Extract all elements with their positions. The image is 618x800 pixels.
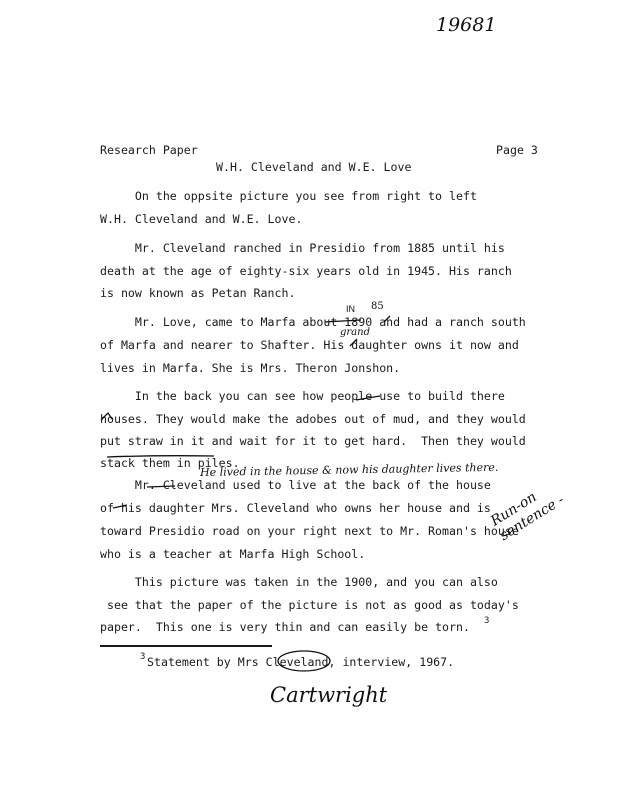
body-line: W.H. Cleveland and W.E. Love. (100, 212, 303, 226)
strike-about (325, 320, 361, 322)
body-line: of Marfa and nearer to Shafter. His daughter owns it now and (100, 338, 519, 352)
body-line: stack them in piles. (100, 456, 240, 470)
body-line: paper. This one is very thin and can easily be torn. (100, 620, 470, 634)
margin-insert: He lived in the house & now his daughter lives there. (200, 460, 499, 479)
body-line: This picture was taken in the 1900, and you can also (100, 575, 498, 589)
body-line: On the oppsite picture you see from right to left (100, 189, 477, 203)
caret-they (101, 413, 112, 420)
body-line: toward Presidio road on your right next to Mr. Roman's house (100, 524, 519, 538)
paper-title: W.H. Cleveland and W.E. Love (216, 160, 412, 174)
run-on-note: Run-on sentence - (488, 489, 568, 544)
page-number: Page 3 (496, 143, 538, 157)
footnote-text: Statement by Mrs Cleveland, interview, 1967. (147, 655, 455, 669)
body-line: see that the paper of the picture is not as good as today's (100, 598, 519, 612)
caret-grand (350, 339, 357, 346)
insert-grand: grand (340, 327, 370, 338)
header-left: Research Paper (100, 143, 198, 157)
body-line: death at the age of eighty-six years old in 1945. His ranch (100, 264, 512, 278)
strike-there (356, 396, 380, 400)
body-line: Mr. Cleveland used to live at the back of the house (100, 478, 491, 492)
footnote-number: 3 (140, 652, 146, 662)
body-line: In the back you can see how people use to build there (100, 389, 505, 403)
body-line: of his daughter Mrs. Cleveland who owns her house and is (100, 501, 491, 515)
signature: Cartwright (270, 683, 388, 707)
body-line: put straw in it and wait for it to get hard. Then they would (100, 434, 526, 448)
footnote-marker: 3 (484, 616, 490, 626)
archive-number: 19681 (436, 14, 497, 36)
circle-cleveland (278, 651, 330, 671)
insert-in: IN (346, 304, 355, 314)
body-line: Mr. Love, came to Marfa about 1890 and had a ranch south (100, 315, 526, 329)
insert-85: 85 (371, 301, 384, 312)
underline-used (147, 486, 175, 487)
body-line: who is a teacher at Marfa High School. (100, 547, 366, 561)
strike-year (384, 316, 390, 322)
body-line: lives in Marfa. She is Mrs. Theron Jonshon. (100, 361, 401, 375)
body-line: houses. They would make the adobes out of mud, and they would (100, 412, 526, 426)
underline-piles (107, 456, 214, 457)
body-line: is now known as Petan Ranch. (100, 286, 296, 300)
body-line: Mr. Cleveland ranched in Presidio from 1885 until his (100, 241, 505, 255)
underline-his (113, 505, 127, 508)
